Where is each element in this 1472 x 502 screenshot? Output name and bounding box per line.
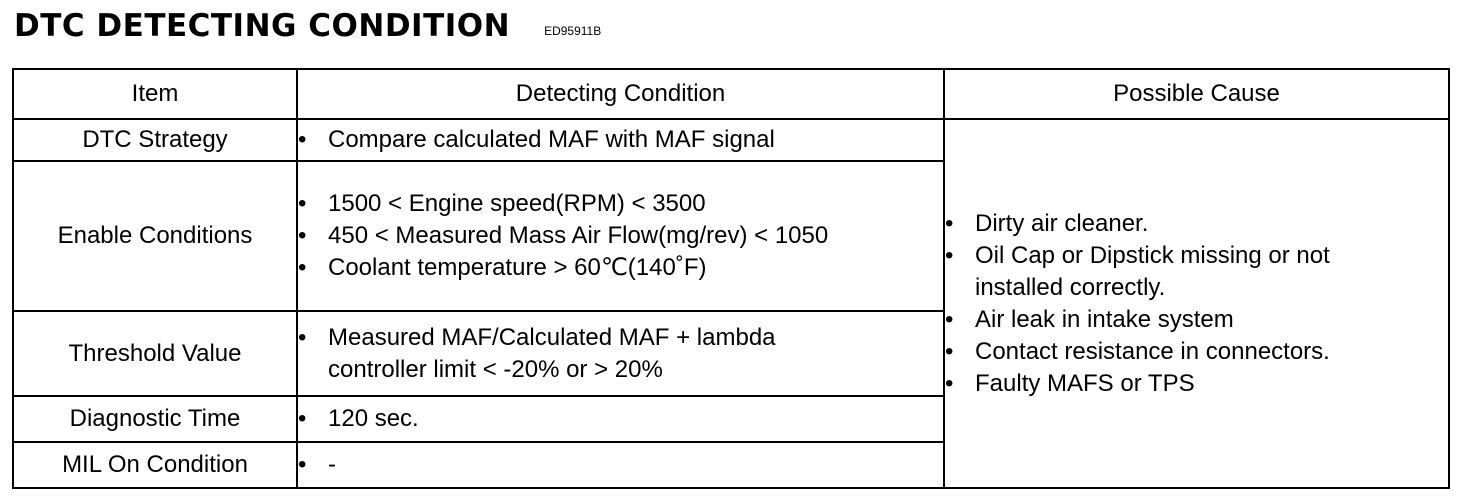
header-detecting-condition: Detecting Condition [297, 69, 944, 119]
condition-text: 450 < Measured Mass Air Flow(mg/rev) < 1050 [328, 222, 829, 249]
condition-cell [297, 161, 944, 311]
condition-cell [297, 119, 944, 161]
condition-bullet [298, 322, 943, 386]
cause-bullet [945, 336, 1448, 368]
bullet-icon: • [298, 451, 307, 478]
bullet-icon: • [298, 222, 307, 249]
possible-cause-cell [944, 119, 1449, 488]
condition-text: 120 sec. [328, 405, 419, 432]
bullet-icon: • [945, 337, 954, 365]
cause-text: Dirty air cleaner. [975, 209, 1149, 237]
bullet-icon: • [298, 126, 307, 153]
condition-bullet [298, 188, 943, 220]
item-diagnostic-time: Diagnostic Time [13, 396, 297, 442]
condition-text: Compare calculated MAF with MAF signal [328, 126, 775, 153]
table-header-row [13, 69, 1449, 119]
cause-bullet [945, 368, 1448, 400]
condition-bullet [298, 252, 943, 284]
condition-text: Coolant temperature > 60℃(140˚F) [328, 254, 707, 281]
bullet-icon: • [945, 241, 954, 269]
header-item: Item [13, 69, 297, 119]
condition-cell [297, 311, 944, 396]
header-possible-cause: Possible Cause [944, 69, 1449, 119]
condition-bullet [298, 220, 943, 252]
item-threshold-value: Threshold Value [13, 311, 297, 396]
item-mil-on-condition: MIL On Condition [13, 442, 297, 488]
cause-text: Air leak in intake system [975, 305, 1234, 333]
condition-text: - [328, 451, 336, 478]
cause-text: Faulty MAFS or TPS [975, 369, 1195, 397]
condition-bullet [298, 403, 943, 435]
cause-bullet [945, 208, 1448, 240]
cause-bullet [945, 304, 1448, 336]
bullet-icon: • [298, 323, 307, 351]
bullet-icon: • [945, 369, 954, 397]
item-enable-conditions: Enable Conditions [13, 161, 297, 311]
condition-bullet [298, 124, 943, 156]
cause-text: Contact resistance in connectors. [975, 337, 1330, 365]
bullet-icon: • [298, 190, 307, 217]
item-dtc-strategy: DTC Strategy [13, 119, 297, 161]
table-row [13, 119, 1449, 161]
bullet-icon: • [298, 405, 307, 432]
bullet-icon: • [945, 305, 954, 333]
condition-bullet [298, 449, 943, 481]
condition-cell [297, 396, 944, 442]
document-code: ED95911B [544, 24, 602, 38]
condition-cell [297, 442, 944, 488]
dtc-condition-table [12, 68, 1450, 489]
cause-bullet [945, 240, 1448, 304]
bullet-icon: • [298, 254, 307, 281]
page-heading [14, 4, 601, 48]
page-title: DTC DETECTING CONDITION [14, 8, 511, 44]
condition-text: 1500 < Engine speed(RPM) < 3500 [328, 190, 706, 217]
bullet-icon: • [945, 209, 954, 237]
cause-text: Oil Cap or Dipstick missing or not installed correctly. [975, 241, 1330, 301]
condition-text: Measured MAF/Calculated MAF + lambda controller limit < -20% or > 20% [328, 323, 776, 383]
